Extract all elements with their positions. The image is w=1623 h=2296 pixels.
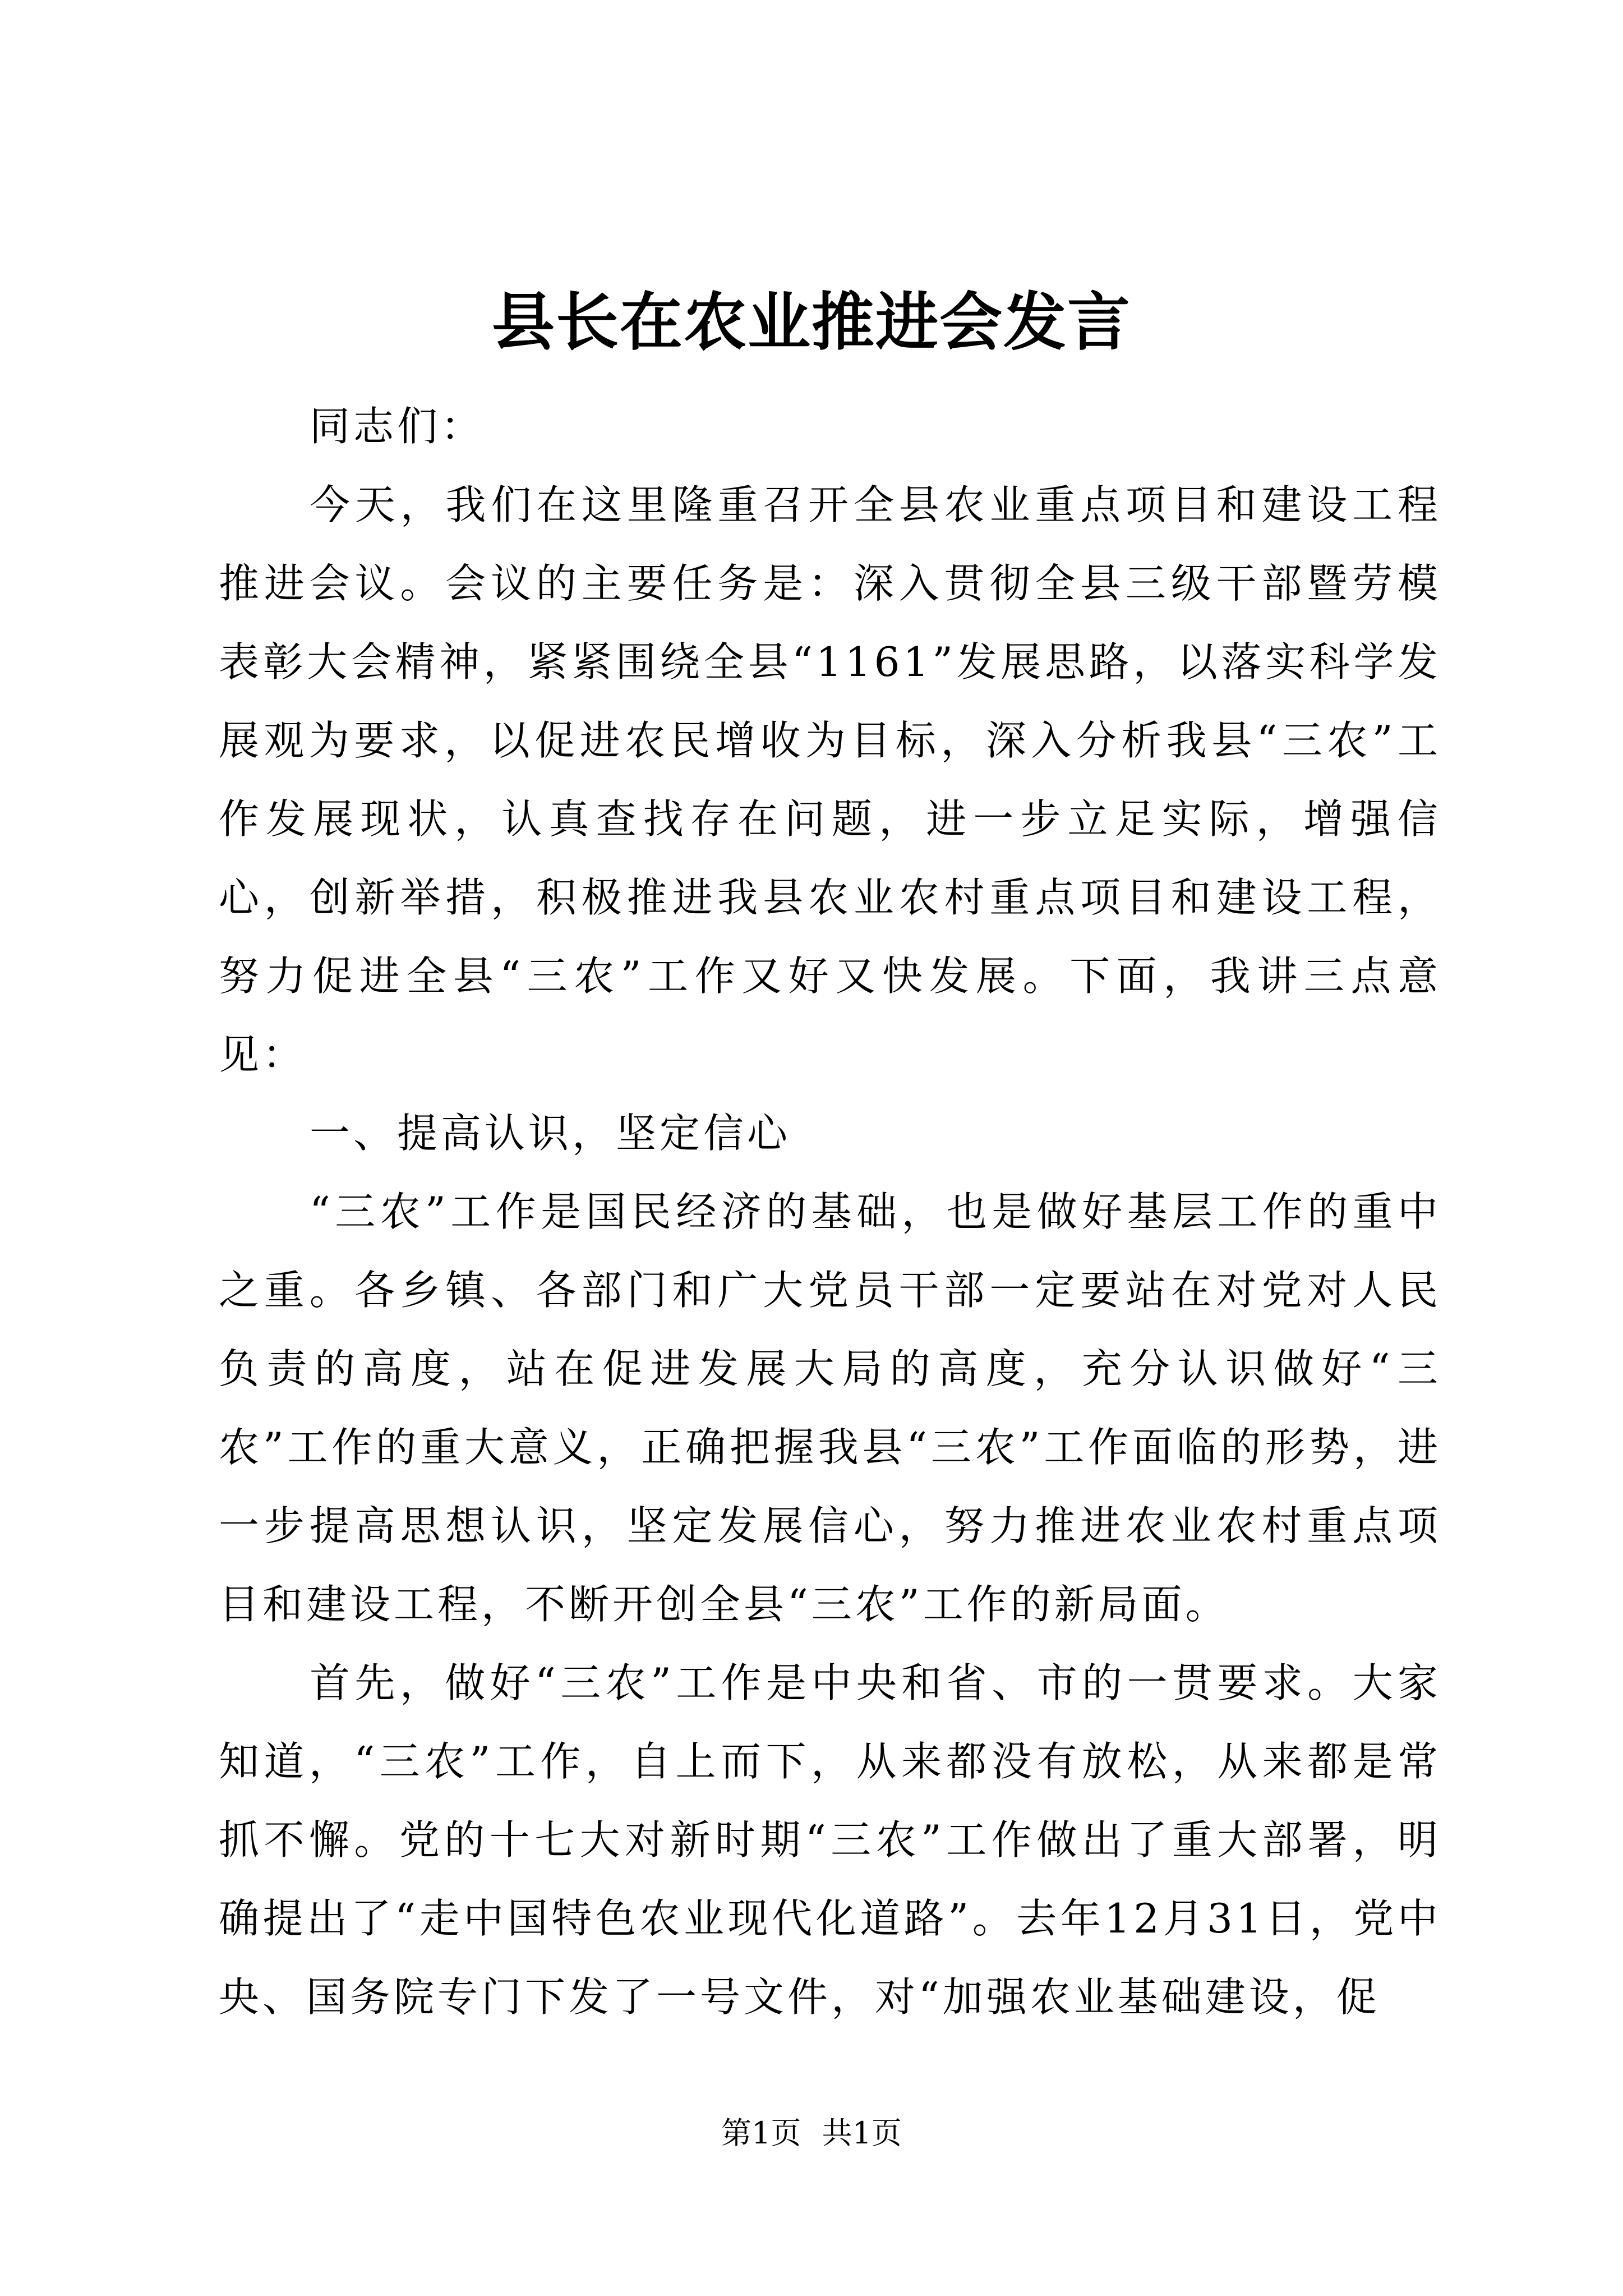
section-heading: 一、提高认识，坚定信心: [310, 1110, 791, 1157]
paragraph-opening: 今天，我们在这里隆重召开全县农业重点项目和建设工程推进会议。会议的主要任务是：深入贯彻全县三级干部暨劳模表彰大会精神，紧紧围绕全县“1161”发展思路，以落实科学发展观为要求，以促进农民增收为目标，深入分析我县“三农”工作发展现状，认真查找存在问题，进一步立足实际，增强信心，创新举措，积极推进我县农业农村重点项目和建设工程，努力促进全县“三农”工作又好又快发展。下面，我讲三点意见：: [219, 481, 1441, 1078]
paragraph-body: 首先，做好“三农”工作是中央和省、市的一贯要求。大家知道，“三农”工作，自上而下，从来都没有放松，从来都是常抓不懈。党的十七大对新时期“三农”工作做出了重大部署，明确提出了“走中国特色农业现代化道路”。去年12月31日，党中央、国务院专门下发了一号文件，对“加强农业基础建设，促: [219, 1659, 1441, 2021]
document-title: 县长在农业推进会发言: [492, 286, 1131, 359]
paragraph-body: “三农”工作是国民经济的基础，也是做好基层工作的重中之重。各乡镇、各部门和广大党员干部一定要站在对党对人民负责的高度，站在促进发展大局的高度，充分认识做好“三农”工作的重大意义，正确把握我县“三农”工作面临的形势，进一步提高思想认识，坚定发展信心，努力推进农业农村重点项目和建设工程，不断开创全县“三农”工作的新局面。: [219, 1188, 1441, 1628]
page-footer: [0, 2114, 1623, 2153]
paragraph-salutation: 同志们：: [310, 403, 485, 450]
page-total: 共1页: [822, 2115, 902, 2151]
page-number: 第1页: [721, 2115, 801, 2151]
document-body: [219, 387, 1441, 2036]
